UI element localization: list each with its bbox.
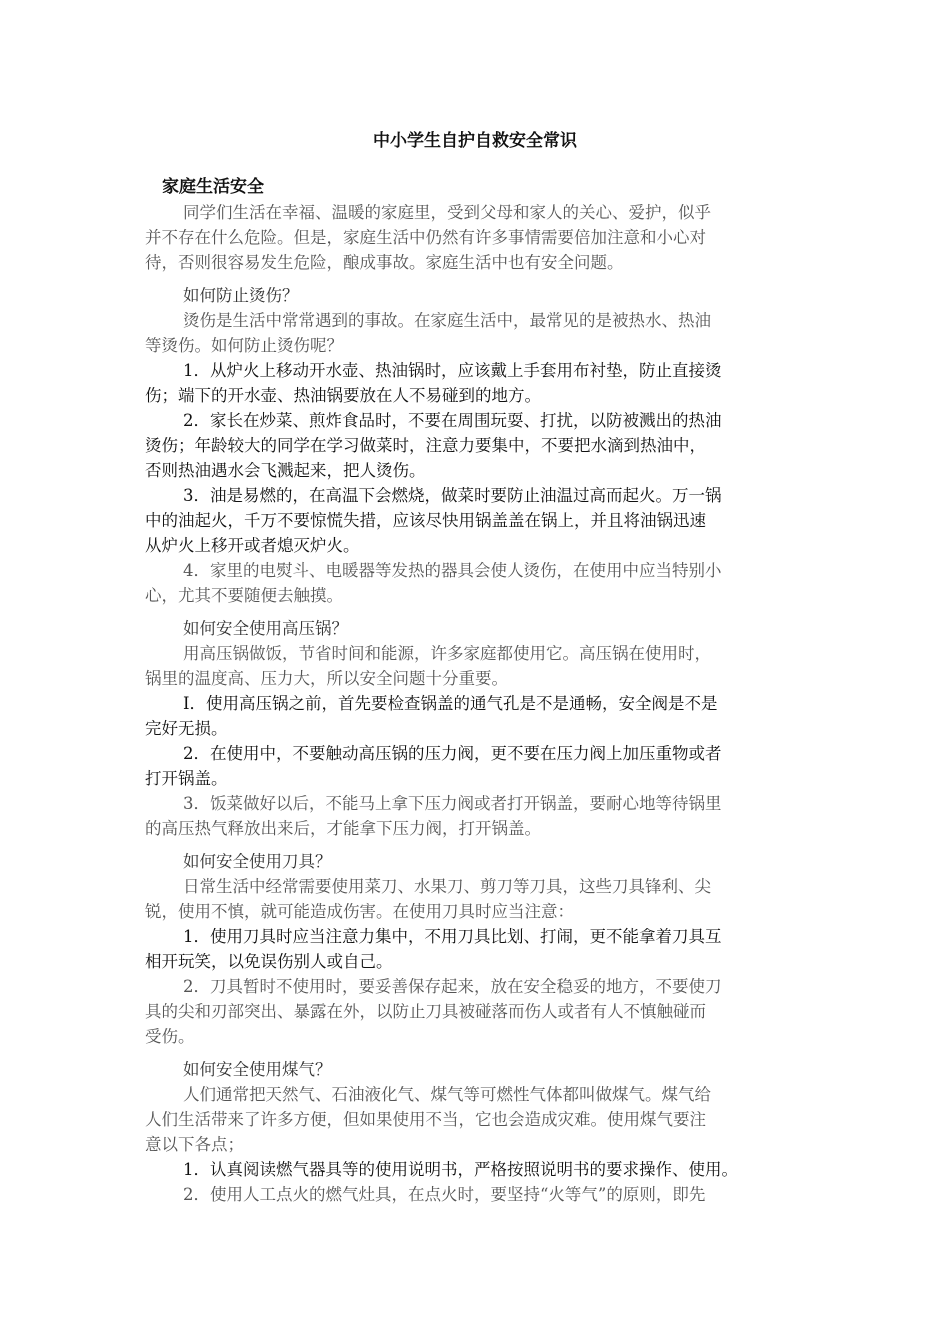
burns-lead-paragraph bbox=[145, 308, 825, 358]
knives-item-1 bbox=[145, 924, 825, 974]
text-line: 锐，使用不慎，就可能造成伤害。在使用刀具时应当注意： bbox=[145, 902, 574, 921]
text-line: 心，尤其不要随便去触摸。 bbox=[145, 586, 343, 605]
text-line: 受伤。 bbox=[145, 1027, 195, 1046]
text-line: 烫伤是生活中常常遇到的事故。在家庭生活中，最常见的是被热水、热油 bbox=[183, 311, 711, 330]
text-line: 具的尖和刃部突出、暴露在外，以防止刀具被碰落而伤人或者有人不慎触碰而 bbox=[145, 1002, 706, 1021]
text-line: 4．家里的电熨斗、电暖器等发热的器具会使人烫伤，在使用中应当特别小 bbox=[183, 561, 722, 580]
text-line: 打开锅盖。 bbox=[145, 769, 228, 788]
intro-paragraph bbox=[145, 200, 825, 275]
text-line: 3．油是易燃的，在高温下会燃烧，做菜时要防止油温过高而起火。万一锅 bbox=[183, 486, 722, 505]
cooker-item-1 bbox=[145, 691, 825, 741]
knives-item-2 bbox=[145, 974, 825, 1049]
text-line: 3．饭菜做好以后，不能马上拿下压力阀或者打开锅盖，要耐心地等待锅里 bbox=[183, 794, 722, 813]
text-line: 同学们生活在幸福、温暖的家庭里，受到父母和家人的关心、爱护，似乎 bbox=[183, 203, 711, 222]
gas-lead-paragraph bbox=[145, 1082, 825, 1157]
document-body bbox=[145, 175, 825, 1207]
text-line: 待，否则很容易发生危险，酿成事故。家庭生活中也有安全问题。 bbox=[145, 253, 624, 272]
burns-item-1 bbox=[145, 358, 825, 408]
gas-item-2 bbox=[145, 1182, 825, 1207]
text-line: 1．认真阅读燃气器具等的使用说明书，严格按照说明书的要求操作、使用。 bbox=[183, 1160, 738, 1179]
text-line: 锅里的温度高、压力大，所以安全问题十分重要。 bbox=[145, 669, 508, 688]
text-line: 日常生活中经常需要使用菜刀、水果刀、剪刀等刀具，这些刀具锋利、尖 bbox=[183, 877, 711, 896]
text-line: 伤；端下的开水壶、热油锅要放在人不易碰到的地方。 bbox=[145, 386, 541, 405]
text-line: 等烫伤。如何防止烫伤呢？ bbox=[145, 336, 343, 355]
page-title: 中小学生自护自救安全常识 bbox=[373, 131, 577, 151]
question-heading-gas: 如何安全使用煤气？ bbox=[183, 1060, 332, 1079]
text-line: 1．使用刀具时应当注意力集中，不用刀具比划、打闹，更不能拿着刀具互 bbox=[183, 927, 722, 946]
text-line: 相开玩笑，以免误伤别人或自己。 bbox=[145, 952, 393, 971]
text-line: 烫伤；年龄较大的同学在学习做菜时，注意力要集中，不要把水滴到热油中， bbox=[145, 436, 706, 455]
text-line: 2．使用人工点火的燃气灶具，在点火时，要坚持“火等气”的原则，即先 bbox=[183, 1185, 706, 1204]
cooker-item-2 bbox=[145, 741, 825, 791]
text-line: 完好无损。 bbox=[145, 719, 228, 738]
question-heading-burns: 如何防止烫伤？ bbox=[183, 286, 299, 305]
cooker-item-3 bbox=[145, 791, 825, 841]
text-line: 1．从炉火上移动开水壶、热油锅时，应该戴上手套用布衬垫，防止直接烫 bbox=[183, 361, 722, 380]
text-line: 用高压锅做饭，节省时间和能源，许多家庭都使用它。高压锅在使用时， bbox=[183, 644, 711, 663]
text-line: 意以下各点； bbox=[145, 1135, 244, 1154]
text-line: 从炉火上移开或者熄灭炉火。 bbox=[145, 536, 360, 555]
cooker-lead-paragraph bbox=[145, 641, 825, 691]
text-line: 人们生活带来了许多方便，但如果使用不当，它也会造成灾难。使用煤气要注 bbox=[145, 1110, 706, 1129]
text-line: 2．刀具暂时不使用时，要妥善保存起来，放在安全稳妥的地方，不要使刀 bbox=[183, 977, 722, 996]
text-line: 否则热油遇水会飞溅起来，把人烫伤。 bbox=[145, 461, 426, 480]
text-line: I．使用高压锅之前，首先要检查锅盖的通气孔是不是通畅，安全阀是不是 bbox=[183, 694, 718, 713]
text-line: 人们通常把天然气、石油液化气、煤气等可燃性气体都叫做煤气。煤气给 bbox=[183, 1085, 711, 1104]
text-line: 并不存在什么危险。但是，家庭生活中仍然有许多事情需要倍加注意和小心对 bbox=[145, 228, 706, 247]
question-heading-pressure-cooker: 如何安全使用高压锅？ bbox=[183, 619, 348, 638]
section-heading-home-safety: 家庭生活安全 bbox=[162, 177, 264, 197]
gas-item-1 bbox=[145, 1157, 825, 1182]
burns-item-3 bbox=[145, 483, 825, 558]
text-line: 的高压热气释放出来后，才能拿下压力阀，打开锅盖。 bbox=[145, 819, 541, 838]
burns-item-2 bbox=[145, 408, 825, 483]
text-line: 2．家长在炒菜、煎炸食品时，不要在周围玩耍、打扰，以防被溅出的热油 bbox=[183, 411, 722, 430]
knives-lead-paragraph bbox=[145, 874, 825, 924]
text-line: 中的油起火，千万不要惊慌失措，应该尽快用锅盖盖在锅上，并且将油锅迅速 bbox=[145, 511, 706, 530]
burns-item-4 bbox=[145, 558, 825, 608]
text-line: 2．在使用中，不要触动高压锅的压力阀，更不要在压力阀上加压重物或者 bbox=[183, 744, 722, 763]
question-heading-knives: 如何安全使用刀具？ bbox=[183, 852, 332, 871]
